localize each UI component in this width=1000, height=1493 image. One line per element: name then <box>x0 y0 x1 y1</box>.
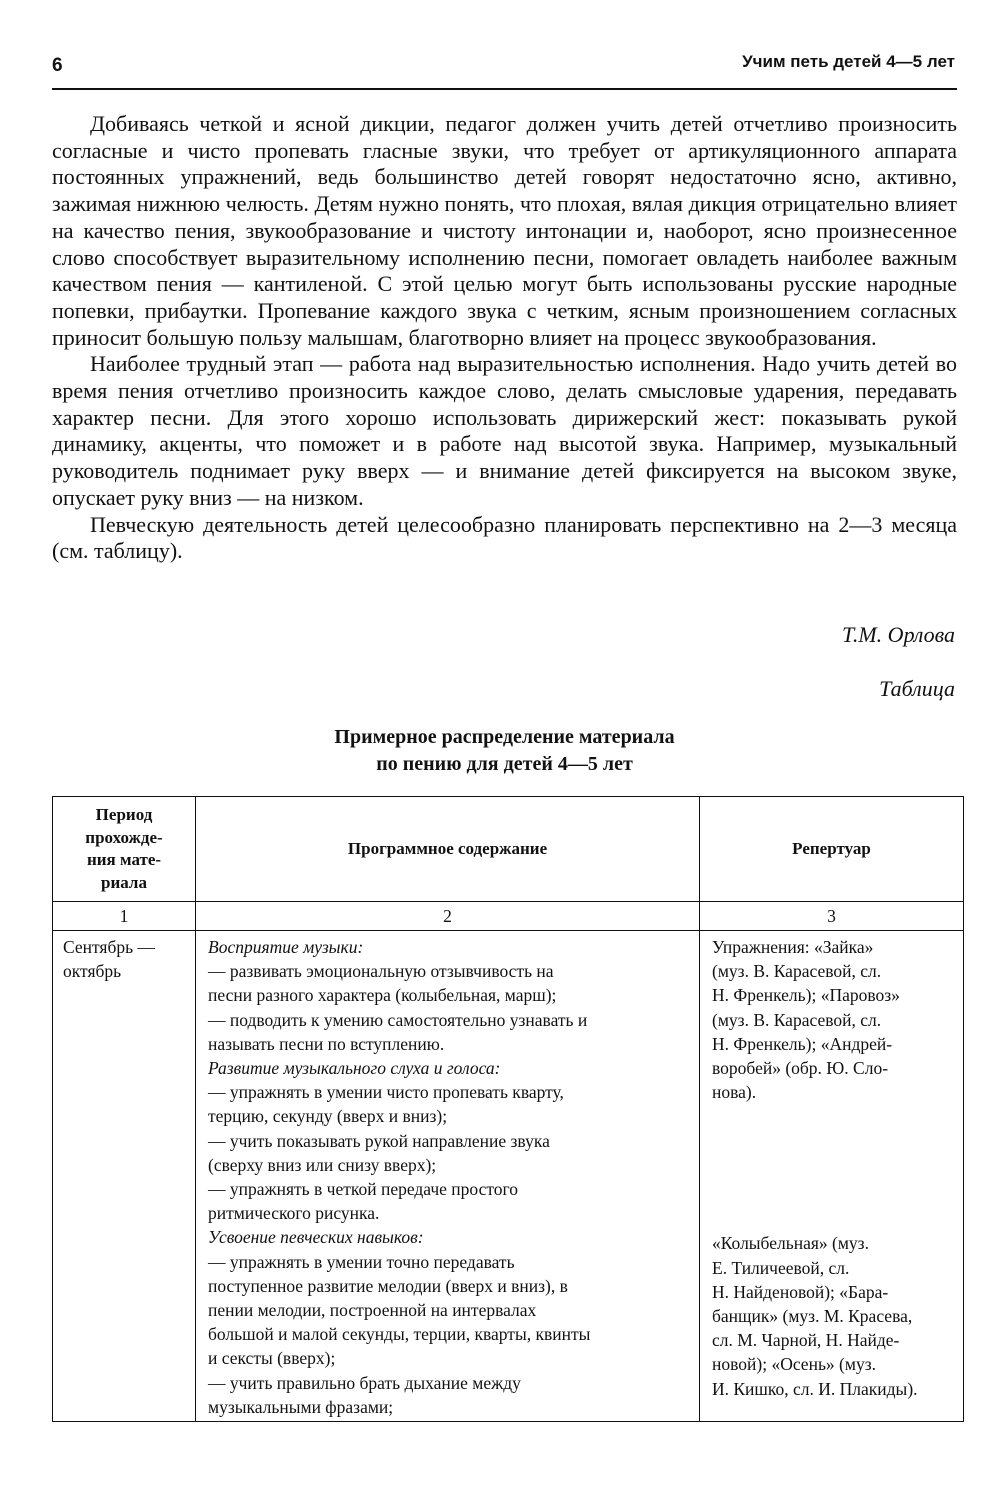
repertoire-line: банщик» (муз. М. Красева, <box>712 1306 913 1327</box>
section-title: Усвоение певческих навыков: <box>208 1227 424 1248</box>
repertoire-cell <box>700 931 964 1422</box>
column-number: 2 <box>196 902 700 931</box>
repertoire-line: «Колыбельная» (муз. <box>712 1233 869 1254</box>
repertoire-line: Упражнения: «Зайка» <box>712 937 874 957</box>
table-title-line: Примерное распределение материала <box>334 726 675 748</box>
repertoire-line: И. Кишко, сл. И. Плакиды). <box>712 1378 918 1399</box>
repertoire-line: нова). <box>712 1082 757 1103</box>
period-header <box>53 797 196 902</box>
header-line: прохожде- <box>85 827 163 847</box>
repertoire-line: Н. Найденовой); «Бара- <box>712 1281 889 1302</box>
table-title-line: по пению для детей 4—5 лет <box>376 753 633 775</box>
section-title: Развитие музыкального слуха и голоса: <box>208 1058 501 1079</box>
content-line: поступенное развитие мелодии (вверх и вниз), в <box>208 1275 568 1296</box>
section-title: Восприятие музыки: <box>208 937 364 957</box>
content-cell <box>196 931 700 1422</box>
page-number: 6 <box>52 55 63 76</box>
content-line: — подводить к умению самостоятельно узнавать и <box>208 1009 588 1030</box>
repertoire-line: (муз. В. Карасевой, сл. <box>712 961 882 982</box>
repertoire-line: воробей» (обр. Ю. Сло- <box>712 1058 889 1079</box>
content-line: — упражнять в умении чисто пропевать кварту, <box>208 1082 564 1103</box>
period-cell <box>53 931 196 1422</box>
content-line: — развивать эмоциональную отзывчивость на <box>208 961 554 982</box>
content-line: ритмического рисунка. <box>208 1203 380 1224</box>
author-signature: Т.М. Орлова <box>842 622 955 647</box>
content-line: песни разного характера (колыбельная, марш); <box>208 985 557 1006</box>
period-line: октябрь <box>63 961 122 982</box>
running-header-title: Учим петь детей 4—5 лет <box>742 52 955 71</box>
paragraph: Певческую деятельность детей целесообразно планировать перспективно на 2—3 месяца (см. таблицу). <box>52 511 957 564</box>
body-text <box>52 111 957 565</box>
header-rule <box>52 88 957 90</box>
content-line: и сексты (вверх); <box>208 1348 336 1369</box>
header-row <box>53 797 964 902</box>
content-line: большой и малой секунды, терции, кварты, квинты <box>208 1324 591 1345</box>
header-line: риала <box>101 872 147 892</box>
content-line: пении мелодии, построенной на интервалах <box>208 1300 537 1321</box>
content-line: музыкальными фразами; <box>208 1396 394 1417</box>
repertoire-line: новой); «Осень» (муз. <box>712 1354 876 1375</box>
content-line: — учить правильно брать дыхание между <box>208 1372 521 1393</box>
period-line: Сентябрь — <box>63 937 155 957</box>
repertoire-line: (муз. В. Карасевой, сл. <box>712 1009 882 1030</box>
table-title <box>52 724 957 778</box>
repertoire-spacer <box>712 1104 953 1231</box>
paragraph: Наиболее трудный этап — работа над выразительностью исполнения. Надо учить детей во время пения отчетливо произносить каждое слово, делать смысловые ударения, передавать характер песни. Для этого хорошо использовать дирижерский жест: показывать рукой динамику, акценты, что поможет и в работе над высотой звука. Например, музыкальный руководитель поднимает руку вверх — и внимание детей фиксируется на высоком звуке, опускает руку вниз — на низком. <box>52 351 957 510</box>
table-label: Таблица <box>879 676 955 701</box>
header-line: ния мате- <box>86 850 162 869</box>
column-number: 3 <box>700 902 964 931</box>
repertoire-line: сл. М. Чарной, Н. Найде- <box>712 1330 900 1351</box>
content-header: Программное содержание <box>196 797 700 902</box>
repertoire-line: Е. Тиличеевой, сл. <box>712 1257 850 1278</box>
table-row <box>53 931 964 1422</box>
header-line: Период <box>95 805 153 824</box>
column-number-row <box>53 902 964 931</box>
content-line: — учить показывать рукой направление звука <box>208 1130 550 1151</box>
content-line: (сверху вниз или снизу вверх); <box>208 1154 437 1175</box>
column-number: 1 <box>53 902 196 931</box>
plan-table <box>52 796 964 1422</box>
content-line: называть песни по вступлению. <box>208 1033 445 1054</box>
repertoire-line: Н. Френкель); «Андрей- <box>712 1033 893 1054</box>
repertoire-header: Репертуар <box>700 797 964 902</box>
content-line: — упражнять в четкой передаче простого <box>208 1179 519 1200</box>
content-line: терцию, секунду (вверх и вниз); <box>208 1106 448 1127</box>
repertoire-line: Н. Френкель); «Паровоз» <box>712 985 900 1006</box>
paragraph: Добиваясь четкой и ясной дикции, педагог должен учить детей отчетливо произносить согласные и чисто пропевать гласные звуки, что требует от артикуляционного аппарата постоянных упражнений, ведь большинство детей говорят недостаточно ясно, активно, зажимая нижнюю челюсть. Детям нужно понять, что плохая, вялая дикция отрицательно влияет на качество пения, звукообразование и чистоту интонации и, наоборот, ясно произнесенное слово способствует выразительному исполнению песни, помогает овладеть наиболее важным качеством пения — кантиленой. С этой целью могут быть использованы русские народные попевки, прибаутки. Пропевание каждого звука с четким, ясным произношением согласных приносит большую пользу малышам, благотворно влияет на процесс звукообразования. <box>52 111 957 350</box>
content-line: — упражнять в умении точно передавать <box>208 1251 515 1272</box>
